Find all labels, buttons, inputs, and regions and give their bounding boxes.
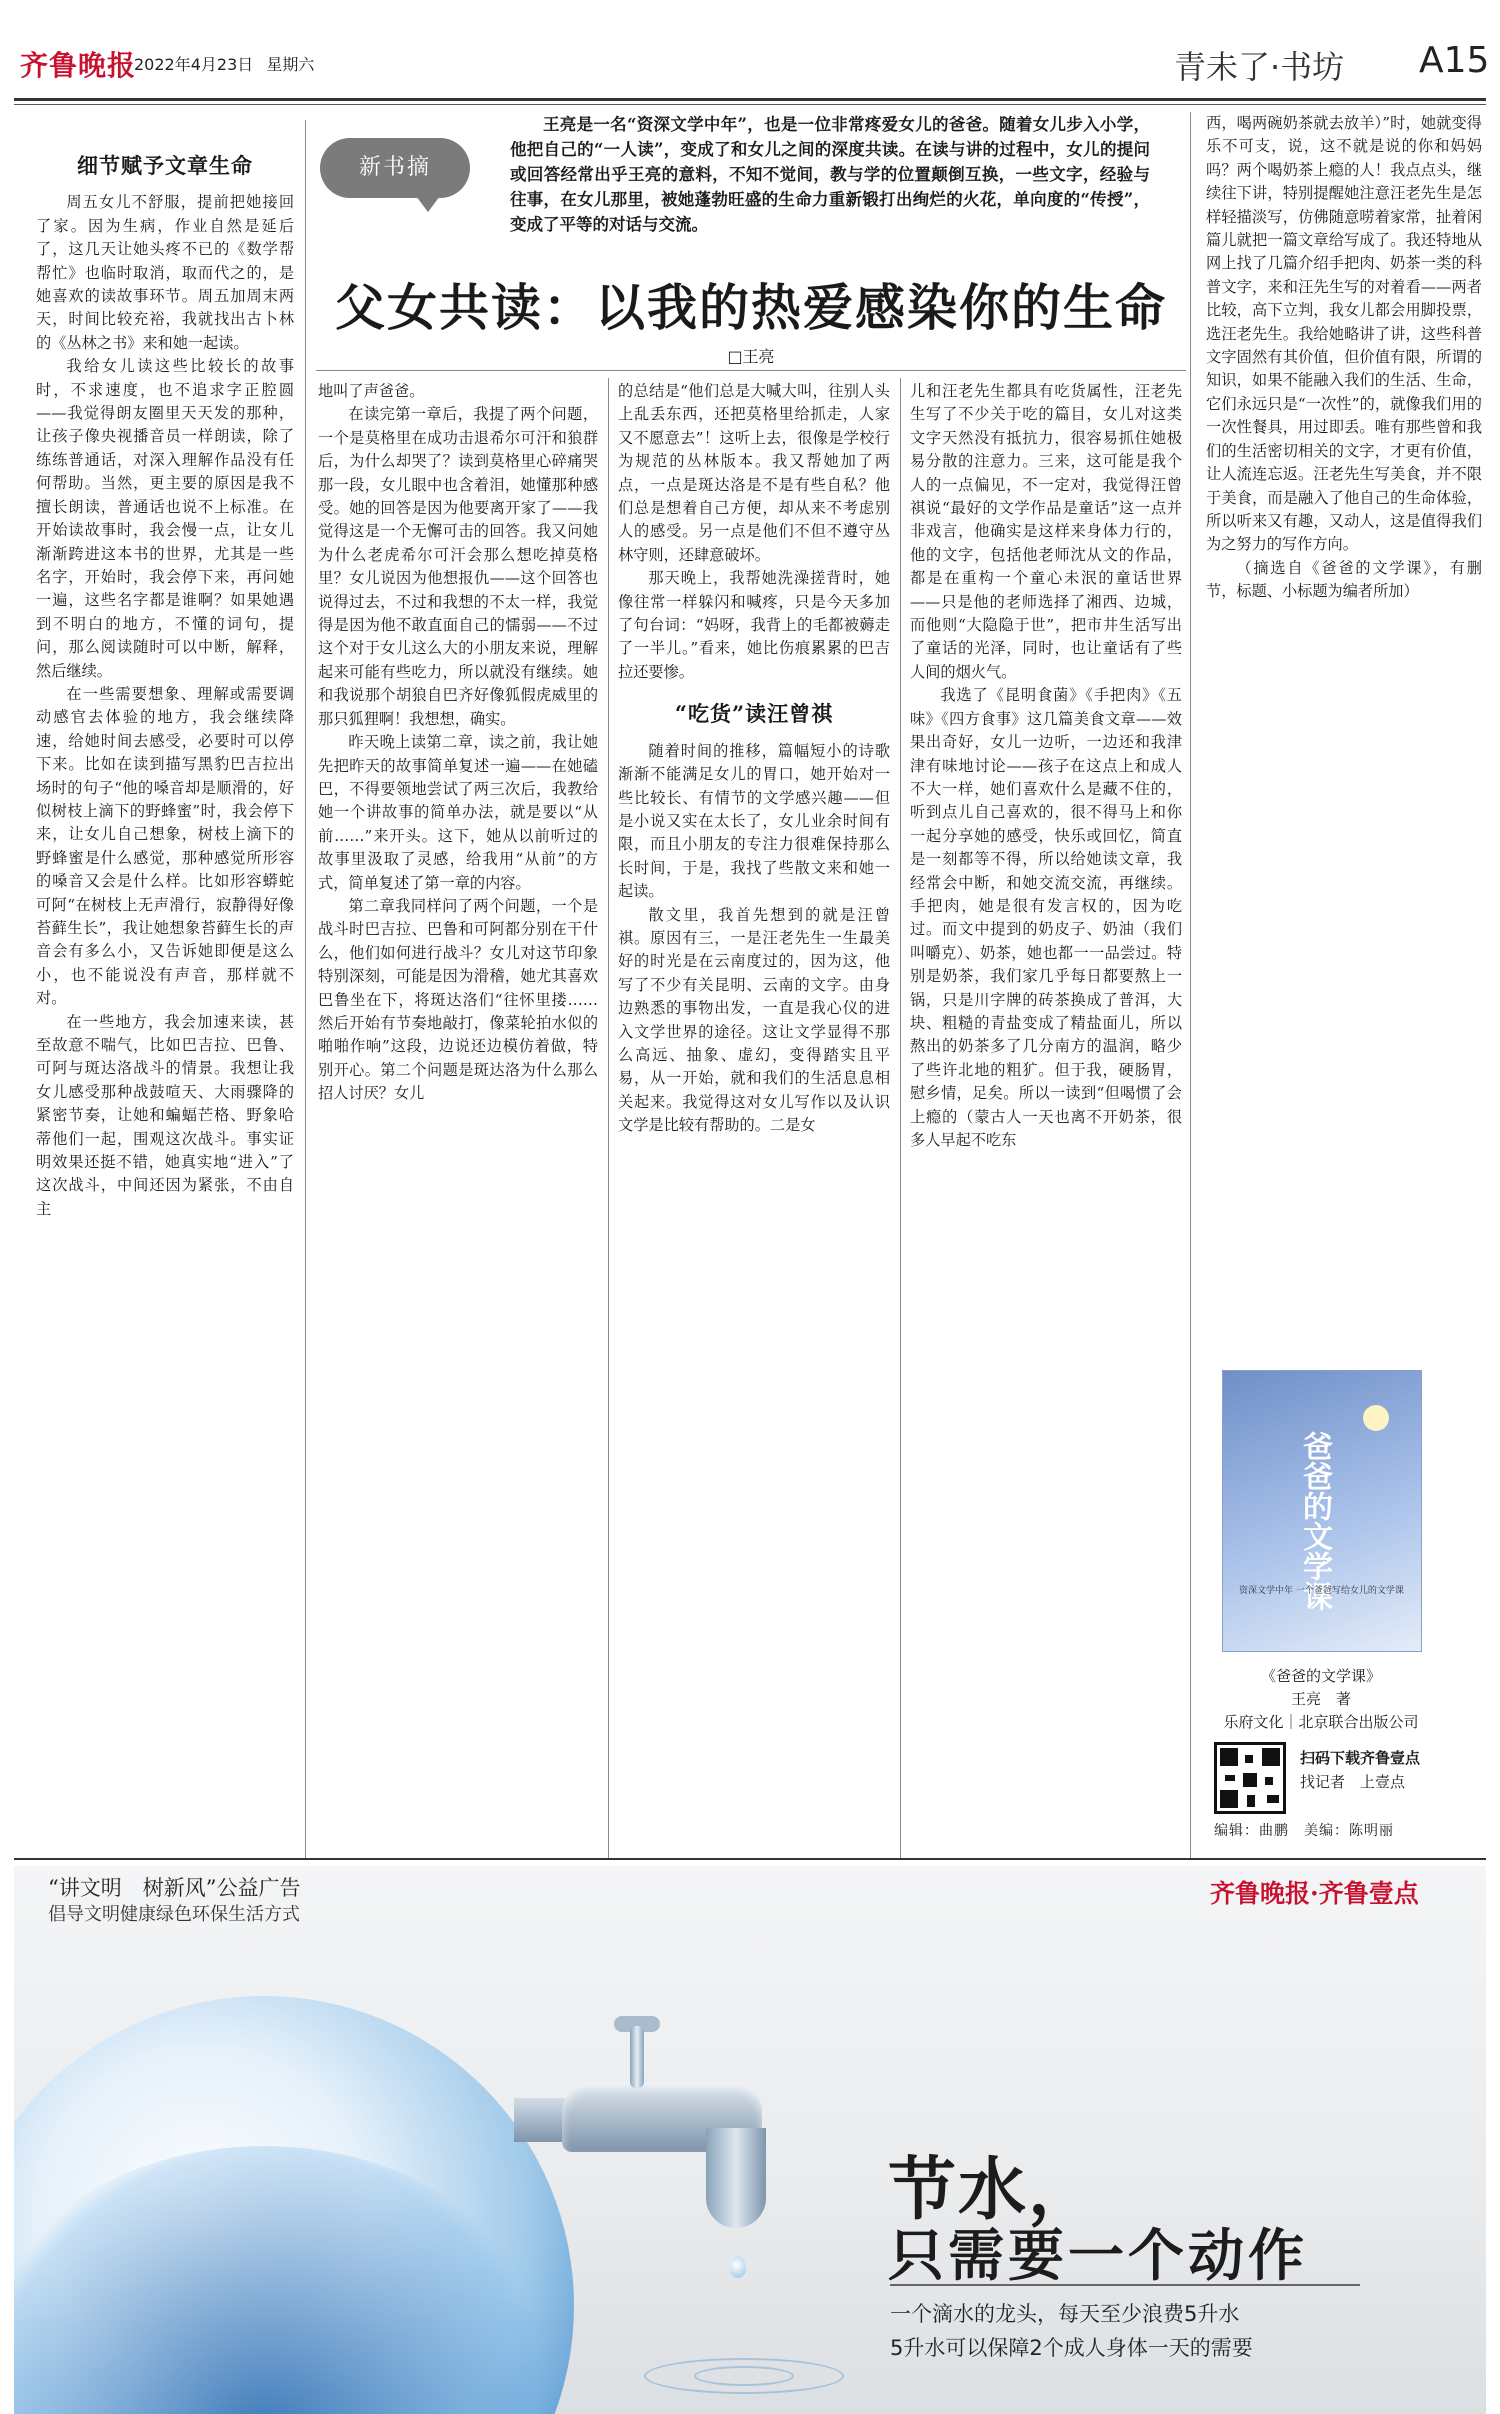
- ad-separator: [14, 1858, 1486, 1860]
- paragraph: 在读完第一章后，我提了两个问题，一个是莫格里在成功击退希尔可汗和狼群后，为什么却哭了？读到莫格里心碎痛哭那一段，女儿眼中也含着泪，她懂那种感受。她的回答是因为他要离开家了——我觉得这是一个无懈可击的回答。我又问她为什么老虎希尔可汗会那么想吃掉莫格里？女儿说因为他想报仇——这个回答也说得过去，不过和我想的不太一样，我觉得是因为他不敢直面自己的懦弱——不过这个对于女儿这么大的小朋友来说，理解起来可能有些吃力，所以就没有继续。她和我说那个胡狼自巴齐好像狐假虎威里的那只狐狸啊！我想想，确实。: [318, 405, 598, 728]
- editor-credits: 编辑：曲鹏 美编：陈明丽: [1214, 1823, 1394, 1839]
- column-divider: [1190, 112, 1191, 1860]
- article-column-1: [36, 136, 294, 1856]
- paragraph: 周五女儿不舒服，提前把她接回了家。因为生病，作业自然是延后了，这几天让她头疼不已的《数学帮帮忙》也临时取消，取而代之的，是她喜欢的读故事环节。周五加周末两天，时间比较充裕，我就找出古卜林的《丛林之书》来和她一起读。: [36, 193, 294, 352]
- qr-caption-line2: 找记者 上壹点: [1300, 1773, 1406, 1791]
- qr-code-icon[interactable]: [1214, 1742, 1286, 1814]
- book-cover-image: [1222, 1370, 1422, 1652]
- ad-logo: 齐鲁晚报·齐鲁壹点: [1210, 1879, 1419, 1908]
- faucet-spout: [706, 2128, 766, 2228]
- column-divider: [900, 378, 901, 1860]
- ad-title: “讲文明 树新风”公益广告: [48, 1876, 301, 1900]
- page-number: A15: [1419, 40, 1490, 81]
- paragraph: 在一些地方，我会加速来读，甚至故意不喘气，比如巴吉拉、巴鲁、可阿与斑达洛战斗的情景。我想让我女儿感受那种战鼓喧天、大雨骤降的紧密节奏，让她和蝙蝠芒格、野象哈蒂他们一起，围观这次战斗。事实证明效果还挺不错，她真实地“进入”了这次战斗，中间还因为紧张，不由自主: [36, 1012, 294, 1218]
- paragraph: 地叫了声爸爸。: [318, 382, 425, 400]
- article-intro: 王亮是一名“资深文学中年”，也是一位非常疼爱女儿的爸爸。随着女儿步入小学，他把自己的“一人读”，变成了和女儿之间的深度共读。在读与讲的过程中，女儿的提问或回答经常出乎王亮的意料，不知不觉间，教与学的位置颠倒互换，一些文字，经验与往事，在女儿那里，被她蓬勃旺盛的生命力重新锻打出绚烂的火花，单向度的“传授”，变成了平等的对话与交流。: [510, 115, 1150, 234]
- column-divider: [608, 378, 609, 1860]
- qr-caption: [1300, 1746, 1420, 1794]
- paragraph: 我选了《昆明食菌》《手把肉》《五味》《四方食事》这几篇美食文章——效果出奇好，女儿一边听，一边还和我津津有味地讨论——孩子在这点上和成人不大一样，她们喜欢什么是藏不住的，听到点儿自己喜欢的，很不得马上和你一起分享她的感受，快乐或回忆，简直是一刻都等不得，所以给她读文章，我经常会中断，和她交流交流，再继续。手把肉，她是很有发言权的，因为吃过。而文中提到的奶皮子、奶油（我们叫嚼克）、奶茶，她也都一一品尝过。特别是奶茶，我们家几乎每日都要熬上一锅，只是川字牌的砖茶换成了普洱，大块、粗糙的青盐变成了精盐面儿，所以熬出的奶茶多了几分南方的温润，略少了些许北地的粗犷。但于我，硬肠胃，慰乡情，足矣。所以一读到“但喝惯了会上瘾的（蒙古人一天也离不开奶茶，很多人早起不吃东: [910, 686, 1182, 1149]
- issue-date: [134, 52, 314, 75]
- article-column-3: [618, 380, 890, 1856]
- article-column-5: [1206, 112, 1482, 1352]
- article-title: 父女共读：以我的热爱感染你的生命: [335, 278, 1167, 337]
- paragraph: 的总结是“他们总是大喊大叫，往别人头上乱丢东西，还把莫格里给抓走，人家又不愿意去”！这听上去，很像是学校行为规范的丛林版本。我又帮她加了两点，一点是斑达洛是不是有些自私？他们总是想着自己方便，却从来不考虑别人的感受。另一点是他们不但不遵守丛林守则，还肆意破坏。: [618, 382, 890, 564]
- paragraph: 散文里，我首先想到的就是汪曾祺。原因有三，一是汪老先生一生最美好的时光是在云南度过的，因为这，他写了不少有关昆明、云南的文字。由身边熟悉的事物出发，一直是我心仪的进入文学世界的途径。这让文学显得不那么高远、抽象、虚幻，变得踏实且平易，从一开始，就和我们的生活息息相关起来。我觉得这对女儿写作以及认识文学是比较有帮助的。二是女: [618, 905, 890, 1135]
- column-divider: [305, 120, 306, 1860]
- ad-headline-2: 只需要一个动作: [888, 2223, 1308, 2289]
- moon-shape: [1363, 1405, 1389, 1431]
- title-rule: [316, 370, 1186, 371]
- ad-divider: [890, 2284, 1360, 2286]
- article-column-2: [318, 380, 598, 1856]
- masthead-logo: 齐鲁晚报: [20, 49, 137, 82]
- paragraph: 第二章我同样问了两个问题，一个是战斗时巴吉拉、巴鲁和可阿都分别在干什么，他们如何进行战斗？女儿对这节印象特别深刻，可能是因为滑稽，她尤其喜欢巴鲁坐在下，将斑达洛们“往怀里搂……然后开始有节奏地敲打，像菜轮拍水似的啪啪作响”这段，边说还边模仿着做，特别开心。第二个问题是斑达洛为什么那么招人讨厌？女儿: [318, 896, 598, 1103]
- ad-text-2: 5升水可以保障2个成人身体一天的需要: [890, 2336, 1253, 2360]
- section-name: 青未了·书坊: [1174, 48, 1345, 86]
- ad-text-1: 一个滴水的龙头，每天至少浪费5升水: [890, 2302, 1240, 2326]
- qr-caption-line1: 扫码下载齐鲁壹点: [1300, 1749, 1421, 1767]
- ad-headline-1: 节水，: [888, 2150, 1099, 2230]
- paragraph: 在一些需要想象、理解或需要调动感官去体验的地方，我会继续降速，给她时间去感受，必要时可以停下来。比如在读到描写黑豹巴吉拉出场时的句子“他的嗓音却是顺滑的，好似树枝上滴下的野蜂蜜”时，我会停下来，让女儿自己想象，树枝上滴下的野蜂蜜是什么感觉，那种感觉所形容的嗓音又会是什么样。比如形容蟒蛇可阿“在树枝上无声滑行，寂静得好像苔藓生长”，我让她想象苔藓生长的声音会有多么小，又告诉她即便是这么小，也不能说没有声音，那样就不对。: [36, 684, 294, 1008]
- article-column-4: [910, 380, 1182, 1856]
- book-cover-desc: 资深文学中年 一个爸爸写给女儿的文学课: [1239, 1586, 1404, 1596]
- paragraph: 西，喝两碗奶茶就去放羊）”时，她就变得乐不可支，说，这不就是说的你和妈妈吗？两个喝奶茶上瘾的人！我点点头，继续往下讲，特别提醒她注意汪老先生是怎样轻描淡写，仿佛随意唠着家常，扯着闲篇儿就把一篇文章给写成了。我还特地从网上找了几篇介绍手把肉、奶茶一类的科普文字，来和汪先生写的对着看——两者比较，高下立判，我女儿都会用脚投票，选汪老先生。我给她略讲了讲，这些科普文字固然有其价值，但价值有限，所谓的知识，如果不能融入我们的生活、生命，它们永远只是“一次性”的，就像我们用的一次性餐具，用过即丢。唯有那些曾和我们的生活密切相关的文字，才更有价值，让人流连忘返。汪老先生写美食，并不限于美食，而是融入了他自己的生命体验，所以听来又有趣，又动人，这是值得我们为之努力的写作方向。: [1206, 114, 1482, 554]
- book-caption-author: 王亮 著: [1290, 1690, 1351, 1708]
- paragraph: 我给女儿读这些比较长的故事时，不求速度，也不追求字正腔圆——我觉得朗友圈里天天发的那种，让孩子像央视播音员一样朗读，除了练练普通话，对深入理解作品没有任何帮助。当然，更主要的原因是我不擅长朗读，普通话也说不上标准。在开始读故事时，我会慢一点，让女儿渐渐跨进这本书的世界，尤其是一些名字，开始时，我会停下来，再问她一遍，这些名字都是谁啊？如果她遇到不明白的地方，不懂的词句，提问，那么阅读随时可以中断，解释，然后继续。: [36, 357, 294, 680]
- book-caption: [1190, 1665, 1452, 1734]
- weekday-text: 星期六: [266, 55, 315, 74]
- ripple: [694, 2366, 794, 2386]
- ad-subtitle: 倡导文明健康绿色环保生活方式: [48, 1904, 300, 1925]
- subheading: “吃货”读汪曾祺: [674, 701, 834, 727]
- header-rule: [14, 98, 1486, 101]
- book-caption-title: 《爸爸的文学课》: [1260, 1667, 1381, 1685]
- subheading: 细节赋予文章生命: [77, 153, 253, 178]
- paragraph: 那天晚上，我帮她洗澡搓背时，她像往常一样躲闪和喊疼，只是今天多加了句台词：“妈呀，我背上的毛都被薅走了一半儿。”看来，她比伤痕累累的巴吉拉还要惨。: [618, 569, 890, 681]
- article-byline: □王亮: [727, 347, 775, 366]
- paragraph: （摘选自《爸爸的文学课》，有删节，标题、小标题为编者所加）: [1206, 558, 1482, 601]
- faucet-handle: [630, 2026, 644, 2088]
- paragraph: 昨天晚上读第二章，读之前，我让她先把昨天的故事简单复述一遍——在她磕巴，不得要领地尝试了两三次后，我教给她一个讲故事的简单办法，就是要以“从前……”来开头。这下，她从以前听过的故事里汲取了灵感，给我用“从前”的方式，简单复述了第一章的内容。: [318, 733, 598, 892]
- book-caption-publisher: 乐府文化｜北京联合出版公司: [1223, 1713, 1419, 1731]
- paragraph: 儿和汪老先生都具有吃货属性，汪老先生写了不少关于吃的篇目，女儿对这类文字天然没有抵抗力，很容易抓住她极易分散的注意力。三来，这可能是我个人的一点偏见，不一定对，我觉得汪曾祺说“最好的文学作品是童话”这一点并非戏言，他确实是这样来身体力行的，他的文字，包括他老师沈从文的作品，都是在重构一个童心未泯的童话世界——只是他的老师选择了湘西、边城，而他则“大隐隐于世”，把市井生活写出了童话的光泽，同时，也让童话有了些人间的烟火气。: [910, 382, 1182, 681]
- paragraph: 随着时间的推移，篇幅短小的诗歌渐渐不能满足女儿的胃口，她开始对一些比较长、有情节的文学感兴趣——但是小说又实在太长了，女儿业余时间有限，而且小朋友的专注力很难保持那么长时间，于是，我找了些散文来和她一起读。: [618, 741, 890, 901]
- tag-bubble: 新书摘: [320, 138, 470, 198]
- public-service-ad: [14, 1866, 1486, 2414]
- water-drop-icon: [730, 2256, 746, 2278]
- book-cover-title: 爸爸的文学课: [1297, 1431, 1332, 1611]
- date-text: 2022年4月23日: [134, 55, 254, 74]
- header-rule-thin: [14, 104, 1486, 105]
